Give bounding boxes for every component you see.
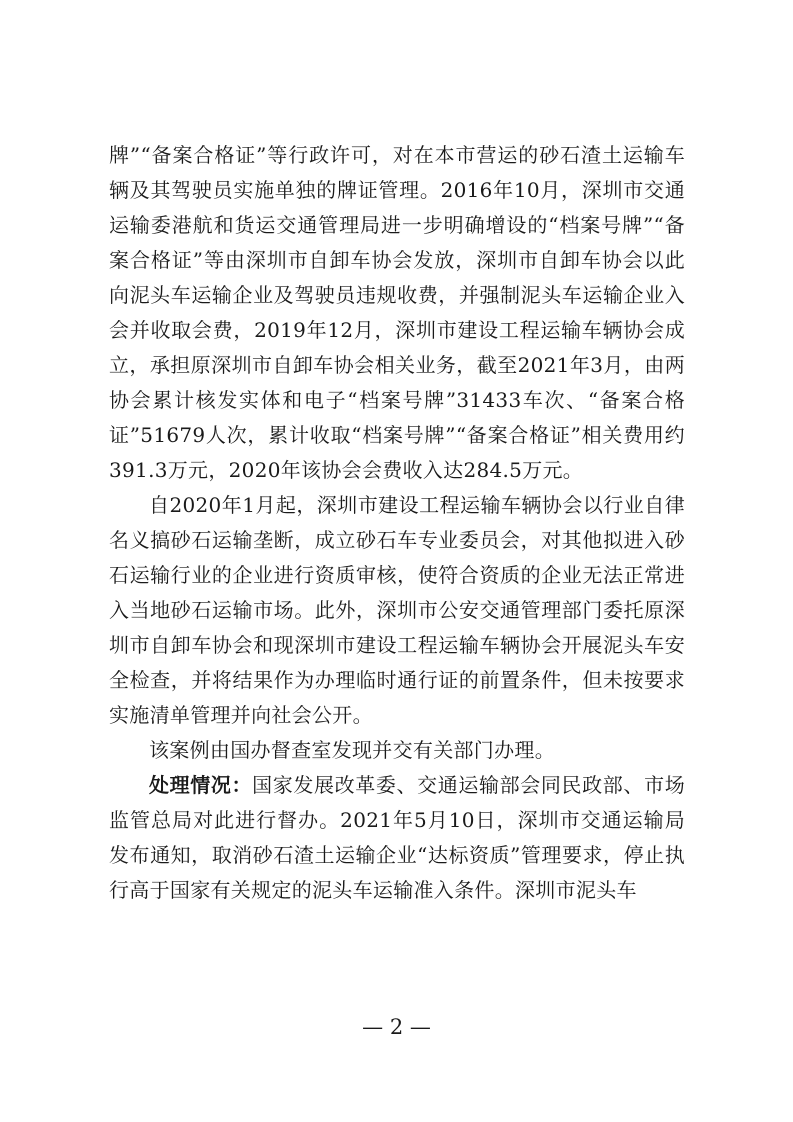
handling-label: 处理情况： bbox=[149, 773, 253, 797]
body-text bbox=[109, 138, 685, 908]
handling-text: 国家发展改革委、交通运输部会同民政部、市场监管总局对此进行督办。2021年5月10日，深圳市交通运输局发布通知，取消砂石渣土运输企业“达标资质”管理要求，停止执行高于国家有关规定的泥头车运输准入条件。深圳市泥头车 bbox=[109, 773, 685, 902]
paragraph-2: 自2020年1月起，深圳市建设工程运输车辆协会以行业自律名义搞砂石运输垄断，成立砂石车专业委员会，对其他拟进入砂石运输行业的企业进行资质审核，使符合资质的企业无法正常进入当地砂石运输市场。此外，深圳市公安交通管理部门委托原深圳市自卸车协会和现深圳市建设工程运输车辆协会开展泥头车安全检查，并将结果作为办理临时通行证的前置条件，但未按要求实施清单管理并向社会公开。 bbox=[109, 493, 685, 727]
paragraph-4 bbox=[109, 768, 685, 908]
page-number: — 2 — bbox=[362, 1015, 431, 1039]
paragraph-1: 牌”“备案合格证”等行政许可，对在本市营运的砂石渣土运输车辆及其驾驶员实施单独的牌证管理。2016年10月，深圳市交通运输委港航和货运交通管理局进一步明确增设的“档案号牌”“备案合格证”等由深圳市自卸车协会发放，深圳市自卸车协会以此向泥头车运输企业及驾驶员违规收费，并强制泥头车运输企业入会并收取会费，2019年12月，深圳市建设工程运输车辆协会成立，承担原深圳市自卸车协会相关业务，截至2021年3月，由两协会累计核发实体和电子“档案号牌”31433车次、“备案合格证”51679人次，累计收取“档案号牌”“备案合格证”相关费用约391.3万元，2020年该协会会费收入达284.5万元。 bbox=[109, 143, 685, 482]
paragraph-3: 该案例由国办督查室发现并交有关部门办理。 bbox=[149, 738, 555, 762]
